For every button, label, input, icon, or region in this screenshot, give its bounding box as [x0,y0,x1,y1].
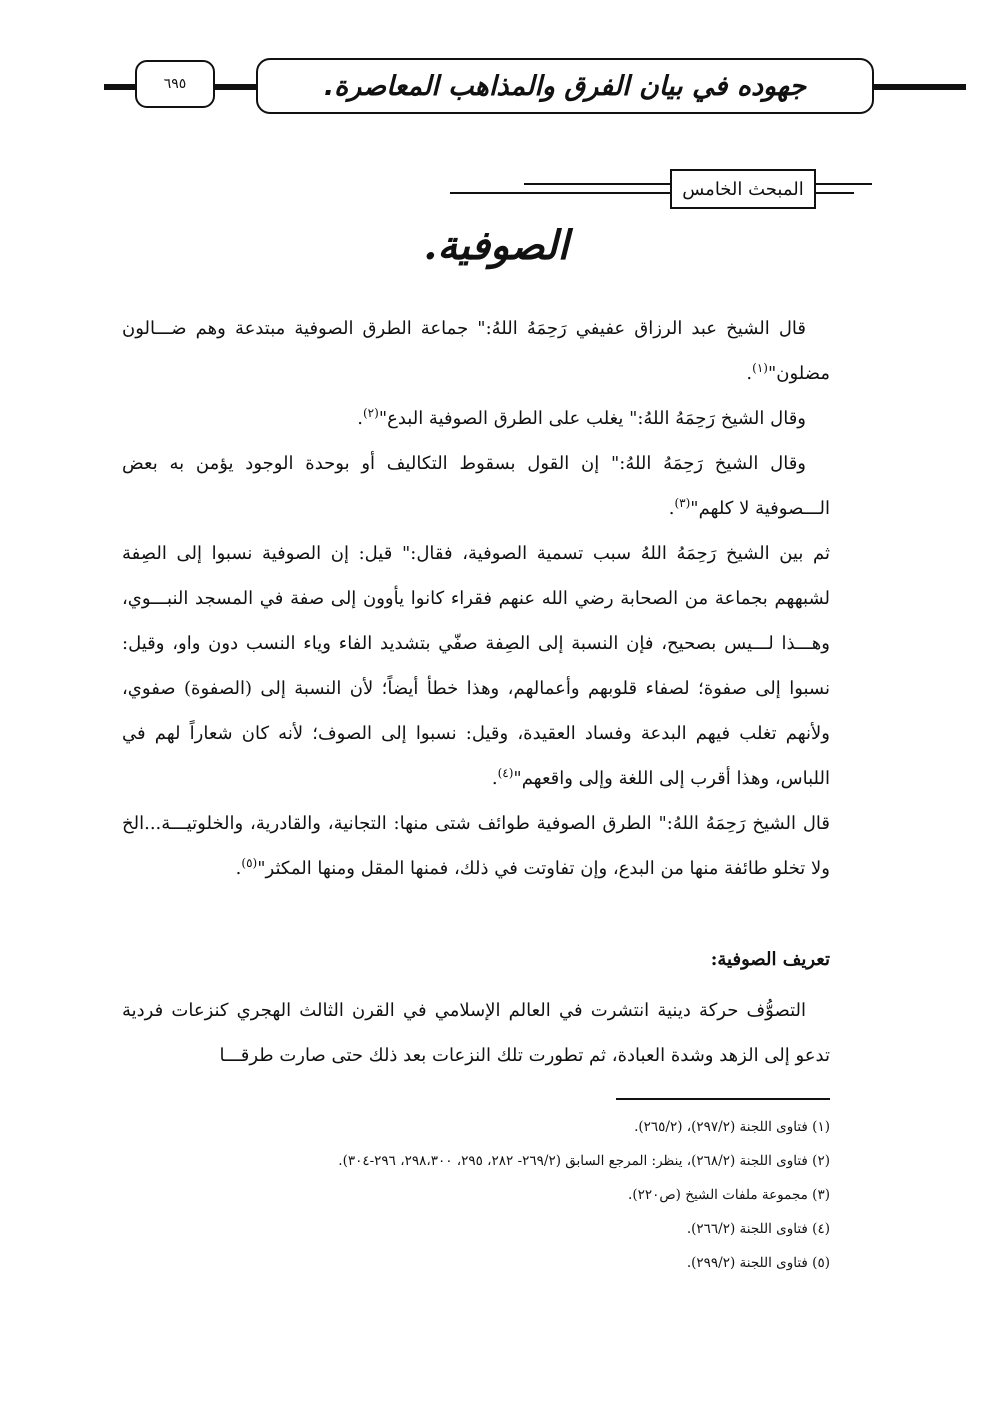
section-rule-left-top [524,183,672,185]
header-rule-left [104,84,138,90]
body-text [122,306,830,1078]
header-rule-middle [214,84,258,90]
footnote-1: (١) فتاوى اللجنة (٢٩٧/٢)، (٢٦٥/٢). [634,1119,830,1135]
footnote-ref: (١) [752,361,768,375]
section-rule-left-bottom [450,192,672,194]
page-number: ٦٩٥ [135,60,215,108]
running-title: جهوده في بيان الفرق والمذاهب المعاصرة. [256,58,874,114]
paragraph: وقال الشيخ رَحِمَهُ اللهُ:" يغلب على الطرق الصوفية البدع"$^{(٢)}$. [357,406,806,429]
footnote-ref: (٥) [241,856,258,870]
subheading: تعريف الصوفية: [710,949,830,970]
chapter-title: الصوفية. [423,222,569,269]
section-rule-right-top [814,183,872,185]
paragraph: ثم بين الشيخ رَحِمَهُ اللهُ سبب تسمية الصوفية، فقال:" قيل: إن الصوفية نسبوا إلى الصِفة لشبههم بجماعة من الصحابة رضي الله عنهم فقراء كانوا يأوون إلى صفة في المسجد النبـــوي، وهـــذا لـــيس بصحيح، فإن النسبة إلى الصِفة صفّي بتشديد الفاء وياء النسب دون واو، وقيل: نسبوا إلى صفوة؛ لصفاء قلوبهم وأعمالهم، وهذا خطأ أيضاً؛ لأن النسبة إلى (الصفوة) صفوي، ولأنهم تغلب فيهم البدعة وفساد العقيدة، وقيل: نسبوا إلى الصوف؛ لأنه كان شعاراً لهم في اللباس، وهذا أقرب إلى اللغة وإلى واقعهم"$^{(٤)}$. [122,543,830,789]
footnote-3: (٣) مجموعة ملفات الشيخ (ص٢٢٠). [628,1187,830,1203]
paragraph: وقال الشيخ رَحِمَهُ اللهُ:" إن القول بسقوط التكاليف أو بوحدة الوجود يؤمن به بعض الـــصوفية لا كلهم"$^{(٣)}$. [122,453,830,519]
footnote-4: (٤) فتاوى اللجنة (٢٦٦/٢). [686,1221,830,1237]
paragraph: قال الشيخ رَحِمَهُ اللهُ:" الطرق الصوفية طوائف شتى منها: التجانية، والقادرية، والخلوتيـــة...الخ ولا تخلو طائفة منها من البدع، وإن تفاوتت في ذلك، فمنها المقل ومنها المكثر"$^{(٥)}$. [122,813,830,879]
section-label: المبحث الخامس [670,169,816,209]
footnote-ref: (٣) [674,496,691,510]
footnote-ref: (٢) [362,406,379,420]
footnotes [122,1110,830,1280]
footnote-2: (٢) فتاوى اللجنة (٢٦٨/٢)، ينظر: المرجع السابق (٢٦٩/٢- ٢٨٢، ٢٩٥، ٢٩٨،٣٠٠، ٢٩٦-٣٠٤). [338,1153,830,1169]
section-rule-right-bottom [814,192,854,194]
footnote-separator [616,1098,830,1100]
paragraph: قال الشيخ عبد الرزاق عفيفي رَحِمَهُ اللهُ:" جماعة الطرق الصوفية مبتدعة وهم ضـــالون مضلون"$^{(١)}$. [122,318,830,384]
header-rule-right [872,84,966,90]
footnote-ref: (٤) [497,766,514,780]
footnote-5: (٥) فتاوى اللجنة (٢٩٩/٢). [686,1255,830,1271]
definition-paragraph: التصوُّف حركة دينية انتشرت في العالم الإسلامي في القرن الثالث الهجري كنزعات فردية تدعو إلى الزهد وشدة العبادة، ثم تطورت تلك النزعات بعد ذلك حتى صارت طرقـــا [122,1000,830,1066]
